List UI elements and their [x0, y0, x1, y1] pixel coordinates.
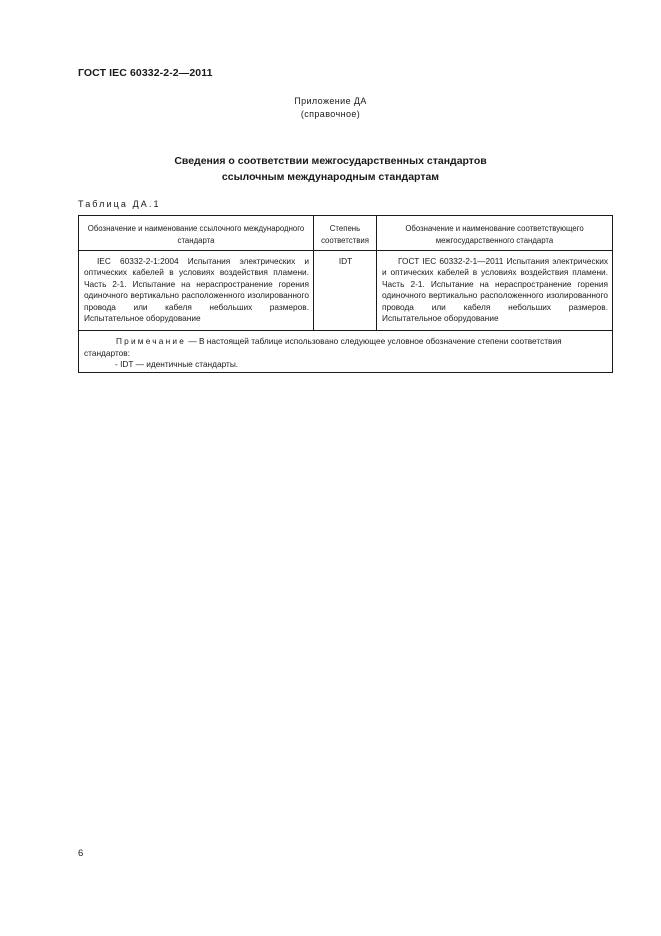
column-header-degree: Степень соответствия: [314, 216, 377, 251]
note-body: — В настоящей таблице использовано следующее условное обозначение степени соответствия стандартов:: [84, 336, 562, 358]
cell-degree: IDT: [314, 251, 377, 331]
table-header-row: [79, 216, 612, 251]
annex-title: Приложение ДА: [294, 96, 367, 106]
note-text: [84, 336, 607, 359]
cell-interstate-standard: ГОСТ IEC 60332-2-1—2011 Испытания электрических и оптических кабелей в условиях воздействия пламени. Часть 2-1. Испытание на нераспространение горения одиночного вертикально расположенного изолированного провода или кабеля небольших размеров. Испытательное оборудование: [377, 251, 612, 331]
table-note: [79, 331, 612, 372]
correspondence-table: [78, 215, 613, 373]
note-label: Примечание: [116, 336, 187, 346]
table-caption: Таблица ДА.1: [78, 199, 161, 209]
section-title-line1: Сведения о соответствии межгосударственных стандартов: [174, 155, 487, 167]
annex-status: (справочное): [300, 109, 361, 119]
section-title-line2: ссылочным международным стандартам: [221, 171, 440, 183]
table-row: [79, 251, 612, 331]
cell-international-standard: IEC 60332-2-1:2004 Испытания электрических и оптических кабелей в условиях воздействия пламени. Часть 2-1. Испытание на нераспространение горения одиночного вертикально расположенного изолированного провода или кабеля небольших размеров. Испытательное оборудование: [79, 251, 314, 331]
column-header-international: Обозначение и наименование ссылочного международного стандарта: [79, 216, 314, 251]
column-header-interstate: Обозначение и наименование соответствующего межгосударственного стандарта: [377, 216, 612, 251]
document-header: ГОСТ IEC 60332-2-2—2011: [78, 67, 213, 79]
page-number: 6: [78, 848, 84, 859]
note-item: - IDT — идентичные стандарты.: [115, 359, 239, 370]
